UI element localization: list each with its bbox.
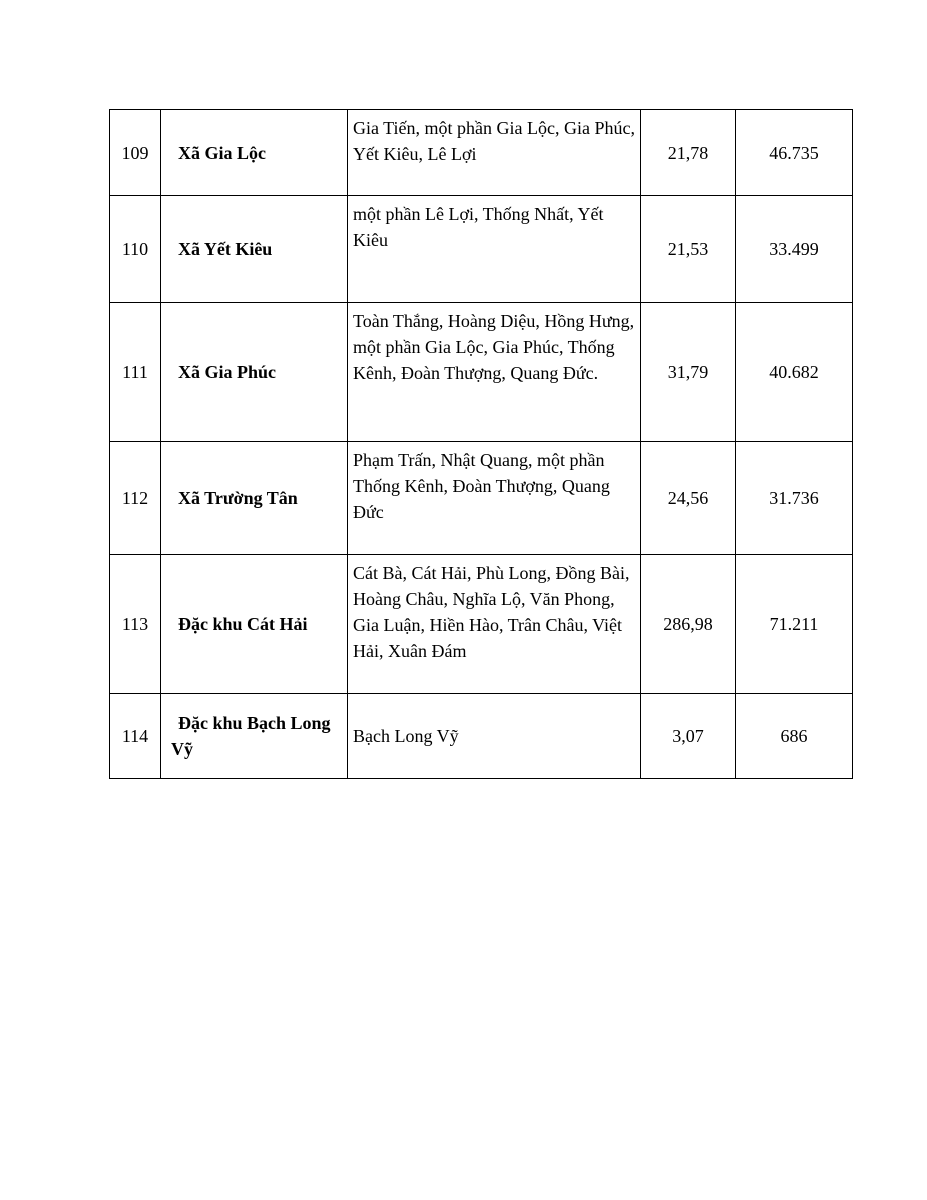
table-row (110, 303, 853, 442)
table-row (110, 442, 853, 555)
table-row (110, 196, 853, 303)
area-value: 21,53 (641, 196, 736, 303)
population-value: 46.735 (736, 110, 853, 196)
row-number: 112 (110, 442, 161, 555)
merged-from-units: Gia Tiến, một phần Gia Lộc, Gia Phúc, Yết Kiêu, Lê Lợi (348, 110, 641, 196)
merged-from-units: Cát Bà, Cát Hải, Phù Long, Đồng Bài, Hoàng Châu, Nghĩa Lộ, Văn Phong, Gia Luận, Hiền Hào, Trân Châu, Việt Hải, Xuân Đám (348, 555, 641, 694)
population-value: 686 (736, 694, 853, 779)
population-value: 71.211 (736, 555, 853, 694)
area-value: 21,78 (641, 110, 736, 196)
table-row (110, 694, 853, 779)
administrative-units-table (109, 109, 853, 779)
unit-name: Xã Trường Tân (161, 442, 348, 555)
population-value: 31.736 (736, 442, 853, 555)
table-row (110, 555, 853, 694)
area-value: 286,98 (641, 555, 736, 694)
row-number: 113 (110, 555, 161, 694)
area-value: 3,07 (641, 694, 736, 779)
row-number: 109 (110, 110, 161, 196)
unit-name: Đặc khu Cát Hải (161, 555, 348, 694)
unit-name: Xã Gia Lộc (161, 110, 348, 196)
merged-from-units: Phạm Trấn, Nhật Quang, một phần Thống Kênh, Đoàn Thượng, Quang Đức (348, 442, 641, 555)
population-value: 40.682 (736, 303, 853, 442)
table-row (110, 110, 853, 196)
unit-name: Xã Yết Kiêu (161, 196, 348, 303)
unit-name: Đặc khu Bạch Long Vỹ (161, 694, 348, 779)
population-value: 33.499 (736, 196, 853, 303)
merged-from-units: một phần Lê Lợi, Thống Nhất, Yết Kiêu (348, 196, 641, 303)
row-number: 114 (110, 694, 161, 779)
merged-from-units: Toàn Thắng, Hoàng Diệu, Hồng Hưng, một phần Gia Lộc, Gia Phúc, Thống Kênh, Đoàn Thượng, Quang Đức. (348, 303, 641, 442)
row-number: 111 (110, 303, 161, 442)
merged-from-units: Bạch Long Vỹ (348, 694, 641, 779)
area-value: 24,56 (641, 442, 736, 555)
unit-name: Xã Gia Phúc (161, 303, 348, 442)
row-number: 110 (110, 196, 161, 303)
area-value: 31,79 (641, 303, 736, 442)
